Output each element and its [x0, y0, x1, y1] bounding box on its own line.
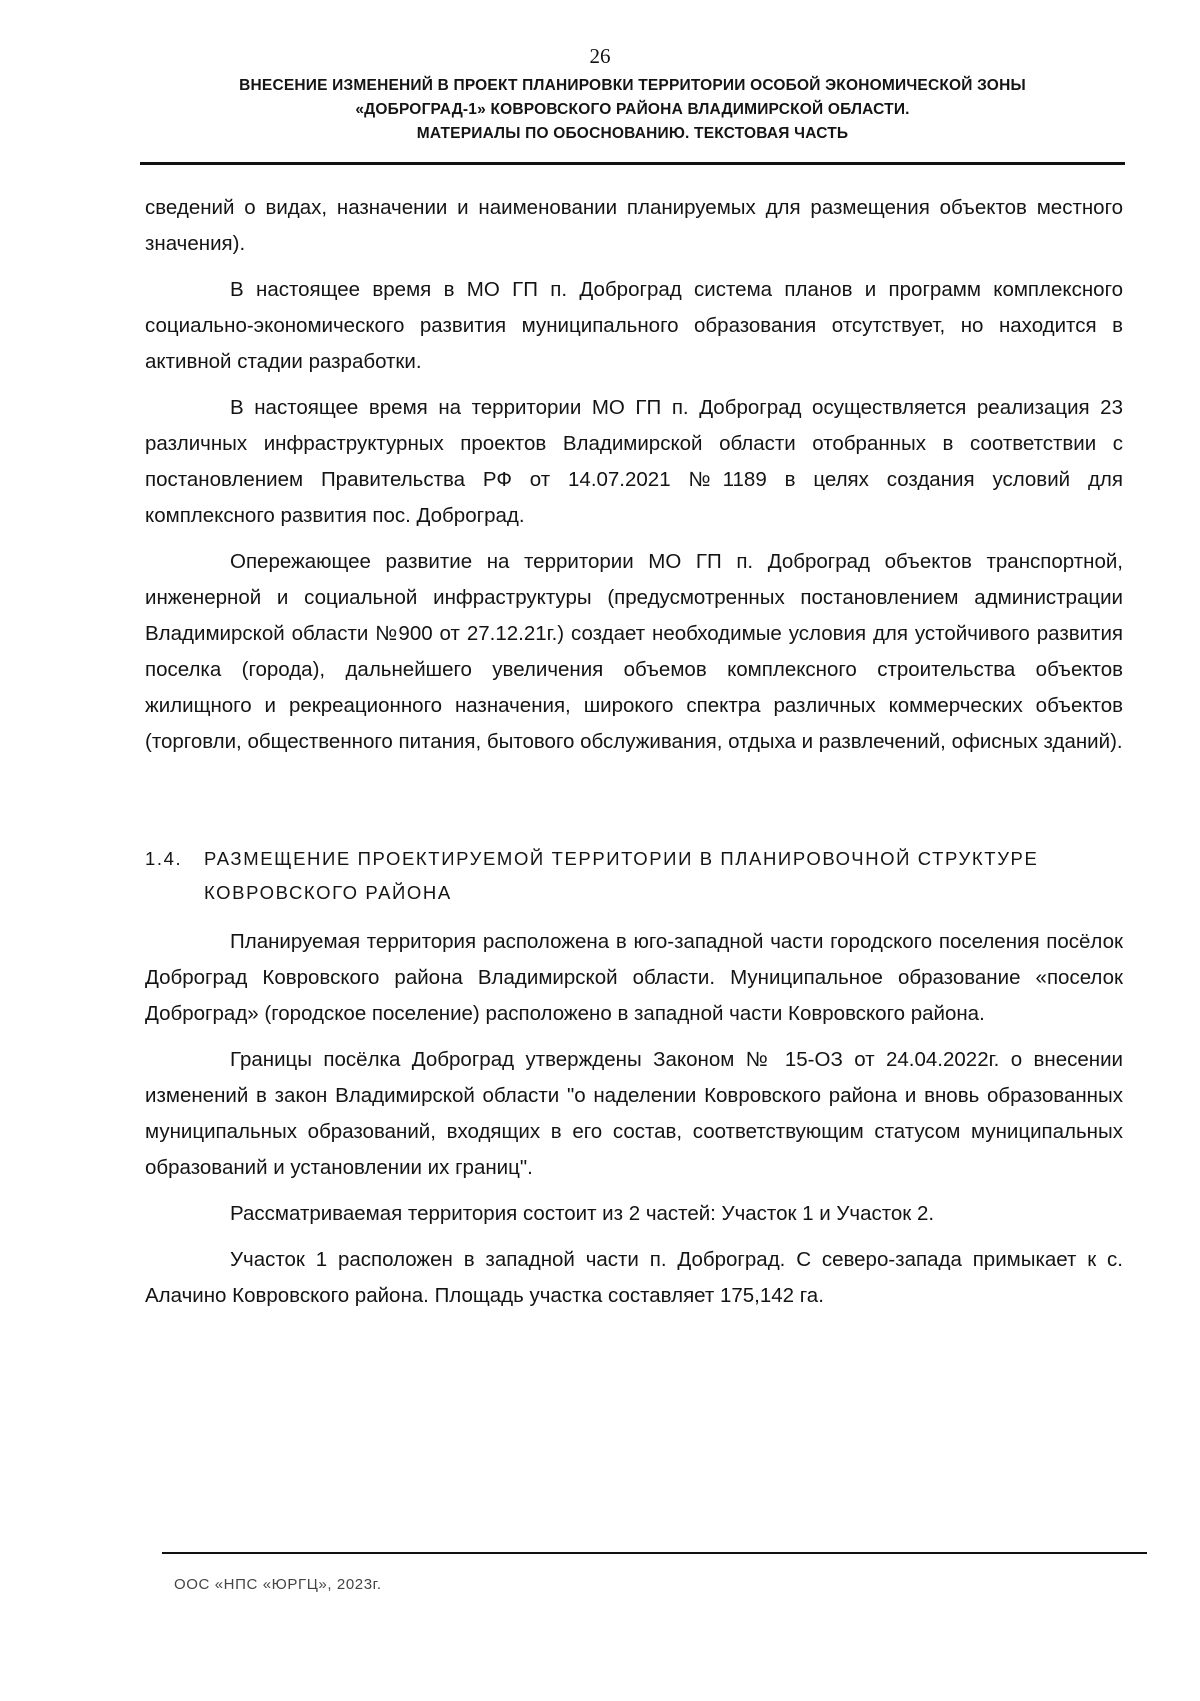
body-paragraph: Опережающее развитие на территории МО ГП п. Доброград объектов транспортной, инженерной и социальной инфраструктуры (предусмотренных постановлением администрации Владимирской области №900 от 27.12.21г.) создает необходимые условия для устойчивого развития поселка (города), дальнейшего увеличения объемов комплексного строительства объектов жилищного и рекреационного назначения, широкого спектра различных коммерческих объектов (торговли, общественного питания, бытового обслуживания, отдыха и развлечений, офисных зданий).	[145, 550, 1123, 753]
document-body	[145, 190, 1123, 1324]
body-paragraph: Границы посёлка Доброград утверждены Законом № 15-ОЗ от 24.04.2022г. о внесении изменений в закон Владимирской области "о наделении Ковровского района и вновь образованных муниципальных образований, входящих в его состав, соответствующим статусом муниципальных образований и установлении их границ".	[145, 1048, 1123, 1179]
header-line-2: «ДОБРОГРАД-1» КОВРОВСКОГО РАЙОНА ВЛАДИМИРСКОЙ ОБЛАСТИ.	[355, 101, 910, 118]
body-paragraph: Участок 1 расположен в западной части п. Доброград. С северо-запада примыкает к с. Алачино Ковровского района. Площадь участка составляет 175,142 га.	[145, 1248, 1123, 1307]
header-divider	[140, 162, 1125, 165]
body-paragraph: Рассматриваемая территория состоит из 2 частей: Участок 1 и Участок 2.	[230, 1202, 935, 1225]
page-number: 26	[589, 44, 611, 68]
footer-divider	[162, 1552, 1147, 1554]
section-number: 1.4.	[145, 848, 183, 869]
body-paragraph: Планируемая территория расположена в юго-западной части городского поселения посёлок Доброград Ковровского района Владимирской области. Муниципальное образование «поселок Доброград» (городское поселение) расположено в западной части Ковровского района.	[145, 930, 1123, 1025]
footer-text: ООС «НПС «ЮРГЦ», 2023г.	[174, 1576, 382, 1593]
header-line-1: ВНЕСЕНИЕ ИЗМЕНЕНИЙ В ПРОЕКТ ПЛАНИРОВКИ ТЕРРИТОРИИ ОСОБОЙ ЭКОНОМИЧЕСКОЙ ЗОНЫ	[239, 77, 1026, 94]
document-header	[140, 74, 1125, 146]
body-paragraph: сведений о видах, назначении и наименовании планируемых для размещения объектов местного значения).	[145, 196, 1123, 255]
header-line-3: МАТЕРИАЛЫ ПО ОБОСНОВАНИЮ. ТЕКСТОВАЯ ЧАСТЬ	[416, 125, 849, 142]
body-paragraph: В настоящее время в МО ГП п. Доброград система планов и программ комплексного социально-экономического развития муниципального образования отсутствует, но находится в активной стадии разработки.	[145, 278, 1123, 373]
section-title: РАЗМЕЩЕНИЕ ПРОЕКТИРУЕМОЙ ТЕРРИТОРИИ В ПЛАНИРОВОЧНОЙ СТРУКТУРЕ КОВРОВСКОГО РАЙОНА	[204, 848, 1039, 903]
body-paragraph: В настоящее время на территории МО ГП п. Доброград осуществляется реализация 23 различных инфраструктурных проектов Владимирской области отобранных в соответствии с постановлением Правительства РФ от 14.07.2021 №1189 в целях создания условий для комплексного развития пос. Доброград.	[145, 396, 1123, 527]
section-heading	[145, 842, 1123, 910]
